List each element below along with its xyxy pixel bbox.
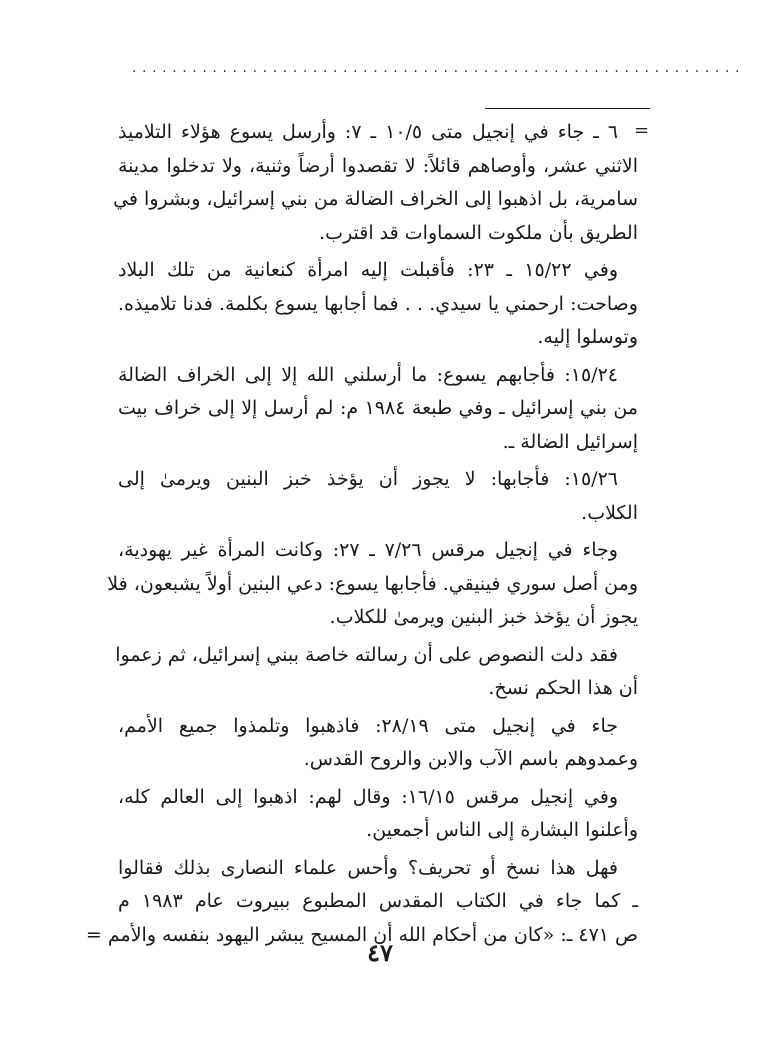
text-line: ٦ ـ جاء في إنجيل متى ١٠/٥ ـ ٧: وأرسل يسوع هؤلاء التلاميذ <box>118 121 618 143</box>
paragraph <box>85 852 638 953</box>
dotted-separator: ............................................................. <box>132 60 746 76</box>
text-line: يجوز أن يؤخذ خبز البنين ويرمىٰ للكلاب. <box>329 606 638 628</box>
text-line: وتوسلوا إليه. <box>537 326 638 348</box>
text-line: ص ٤٧١ ـ: «كان من أحكام الله أن المسيح يبشر اليهود بنفسه والأمم = <box>85 923 638 946</box>
text-line: وصاحت: ارحمني يا سيدي. . . فما أجابها يسوع بكلمة. فدنا تلاميذه. <box>118 292 638 315</box>
text-line: فهل هذا نسخ أو تحريف؟ وأحس علماء النصارى بذلك فقالوا <box>118 856 618 879</box>
paragraph <box>118 254 638 355</box>
text-line: إسرائيل الضالة ـ. <box>502 430 638 453</box>
text-line: سامرية، بل اذهبوا إلى الخراف الضالة من بني إسرائيل، وبشروا في <box>113 188 638 210</box>
paragraph <box>113 116 638 250</box>
text-line: وجاء في إنجيل مرقس ٧/٢٦ ـ ٢٧: وكانت المرأة غير يهودية، <box>118 539 618 561</box>
paragraph <box>115 639 638 706</box>
text-line: ـ كما جاء في الكتاب المقدس المطبوع ببيروت عام ١٩٨٣ م <box>118 890 638 912</box>
paragraph <box>118 359 638 460</box>
paragraph <box>107 534 638 635</box>
text-line: جاء في إنجيل متى ٢٨/١٩: فاذهبوا وتلمذوا جميع الأمم، <box>118 714 618 737</box>
text-line: وفي إنجيل مرقس ١٦/١٥: وقال لهم: اذهبوا إلى العالم كله، <box>118 785 619 808</box>
footnote-text <box>85 116 638 956</box>
paragraph <box>118 781 638 848</box>
page-number: ٤٧ <box>367 938 393 967</box>
continuation-mark: = <box>634 120 650 141</box>
text-line: ١٥/٢٦: فأجابها: لا يجوز أن يؤخذ خبز البنين ويرمىٰ إلى <box>118 468 618 490</box>
text-line: أن هذا الحكم نسخ. <box>488 677 638 699</box>
text-line: ١٥/٢٤: فأجابهم يسوع: ما أرسلني الله إلا إلى الخراف الضالة <box>118 363 618 386</box>
text-line: وفي ١٥/٢٢ ـ ٢٣: فأقبلت إليه امرأة كنعانية من تلك البلاد <box>118 259 618 281</box>
paragraph <box>118 463 638 530</box>
text-line: ومن أصل سوري فينيقي. فأجابها يسوع: دعي البنين أولاً يشبعون، فلا <box>107 572 638 595</box>
footnote-rule <box>485 108 650 109</box>
text-line: وعمدوهم باسم الآب والابن والروح القدس. <box>303 748 638 770</box>
paragraph <box>118 710 638 777</box>
text-line: فقد دلت النصوص على أن رسالته خاصة ببني إسرائيل، ثم زعموا <box>115 643 618 666</box>
text-line: الطريق بأن ملكوت السماوات قد اقترب. <box>319 221 638 244</box>
text-line: الاثني عشر، وأوصاهم قائلاً: لا تقصدوا أرضاً وثنية، ولا تدخلوا مدينة <box>118 154 638 177</box>
text-line: من بني إسرائيل ـ وفي طبعة ١٩٨٤ م: لم أرسل إلا إلى خراف بيت <box>118 397 638 419</box>
text-line: الكلاب. <box>581 501 638 524</box>
text-line: وأعلنوا البشارة إلى الناس أجمعين. <box>366 819 638 841</box>
